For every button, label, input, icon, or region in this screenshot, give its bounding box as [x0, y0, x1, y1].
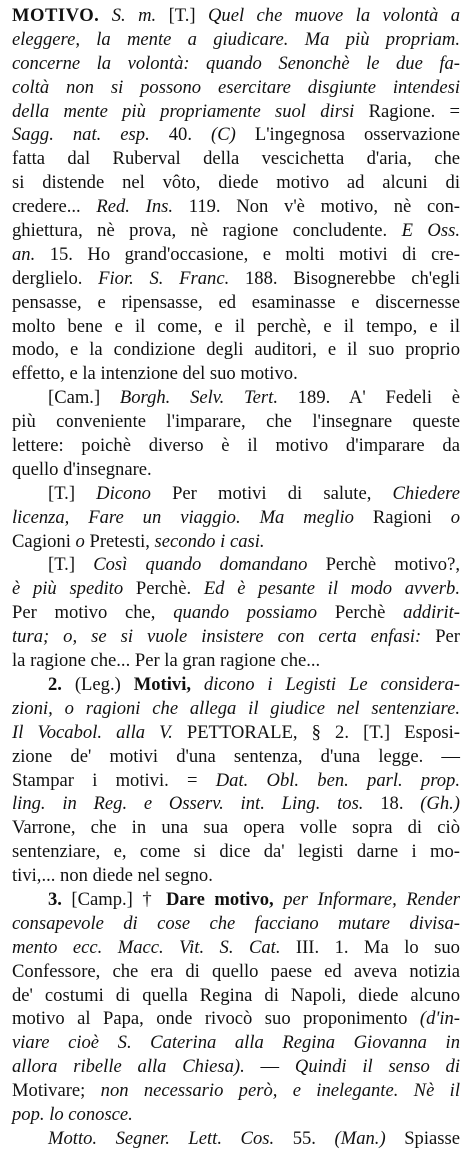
- text-line: [12, 1103, 460, 1127]
- text-segment: Fior. S. Franc.: [98, 267, 230, 289]
- text-segment: Così quando domandano: [93, 554, 308, 576]
- text-segment: per Informare, Render: [273, 888, 460, 910]
- text-segment: quello d'insegnare.: [12, 458, 152, 480]
- text-segment: molto bene e il come, e il perchè, e il tempo, e il: [12, 315, 460, 337]
- text-segment: Il Vocabol. alla V.: [12, 721, 173, 743]
- text-segment: Ragioni: [353, 506, 451, 528]
- text-segment: 119. Non v'è motivo, nè con-: [173, 196, 460, 218]
- text-segment: Dicono: [96, 482, 151, 504]
- text-segment: Stampar i motivi. =: [12, 769, 216, 791]
- text-segment: Quel che muove la volontà a: [207, 5, 460, 26]
- text-line: [12, 1007, 460, 1031]
- text-segment: 188. Bisognerebbe ch'egli: [229, 267, 460, 289]
- text-segment: non necessario però, e inelegante. Nè il: [100, 1080, 460, 1102]
- text-segment: Varrone, che in una sua opera volle sopra di ciò: [12, 817, 460, 839]
- text-line: [12, 1031, 460, 1055]
- text-segment: Motivi,: [133, 673, 192, 695]
- text-segment: Motivare;: [12, 1080, 101, 1102]
- text-segment: 18.: [363, 793, 421, 815]
- text-line: [12, 482, 460, 506]
- text-segment: Ragione. =: [368, 100, 460, 122]
- text-segment: più conveniente l'imparare, che l'insegnare queste: [12, 411, 460, 433]
- text-line: [12, 673, 460, 697]
- text-segment: (Gh.): [420, 793, 460, 815]
- text-segment: pop. lo conosce.: [12, 1103, 133, 1125]
- text-segment: Cagioni: [12, 530, 76, 552]
- text-segment: concerne la volontà: quando Senonchè le due fa-: [12, 52, 460, 74]
- text-line: [12, 697, 460, 721]
- text-segment: motivo al Papa, onde rivocò suo proponimento: [12, 1008, 420, 1030]
- text-line: [12, 219, 460, 243]
- dictionary-entry-motivo: [12, 4, 460, 1151]
- text-line: [12, 649, 460, 673]
- text-line: [12, 338, 460, 362]
- text-segment: PETTORALE: [172, 721, 293, 743]
- text-line: [12, 100, 460, 124]
- text-line: [12, 243, 460, 267]
- text-segment: sentenziare, e, come si dice da' legisti darne i mo-: [12, 841, 460, 863]
- text-line: [12, 745, 460, 769]
- text-segment: (Leg.): [74, 673, 134, 695]
- text-segment: zione de' motivi d'una sentenza, d'una legge. —: [12, 745, 460, 767]
- text-line: [12, 530, 460, 554]
- text-segment: (Man.): [334, 1127, 386, 1149]
- text-segment: (C): [211, 124, 236, 146]
- text-line: [12, 52, 460, 76]
- text-line: [12, 1127, 460, 1151]
- text-line: [12, 1055, 460, 1079]
- text-line: [12, 769, 460, 793]
- text-segment: Pretesti,: [84, 530, 155, 552]
- text-segment: [Camp.] †: [71, 888, 166, 910]
- text-segment: Per motivi di salute,: [150, 482, 393, 504]
- text-segment: Perchè motivo?,: [307, 554, 460, 576]
- text-segment: coltà non si possono esercitare disgiunte intendesi: [12, 76, 460, 98]
- text-segment: tura; o, se si vuole insistere con certa enfasi:: [12, 626, 422, 648]
- text-line: [12, 936, 460, 960]
- text-segment: 3.: [48, 888, 72, 910]
- text-line: [12, 553, 460, 577]
- text-segment: Motto. Segner. Lett. Cos.: [48, 1127, 275, 1149]
- text-segment: quando possiamo: [173, 602, 318, 624]
- text-segment: zioni, o ragioni che allega il giudice nel sentenziare.: [12, 697, 460, 719]
- text-segment: —: [244, 1056, 295, 1078]
- text-segment: licenza, Fare un viaggio. Ma meglio: [12, 506, 354, 528]
- text-line: [12, 362, 460, 386]
- text-segment: modo, e la condizione degli auditori, e il suo proprio: [12, 339, 460, 361]
- text-line: [12, 410, 460, 434]
- text-segment: Per: [421, 626, 460, 648]
- text-segment: è più spedito: [12, 578, 124, 600]
- text-segment: o: [450, 506, 460, 528]
- text-segment: Perchè: [317, 602, 404, 624]
- text-segment: consapevole di cose che facciano mutare divisa-: [12, 912, 460, 934]
- text-segment: 15. Ho grand'occasione, e molti motivi di cre-: [35, 243, 460, 265]
- text-line: [12, 816, 460, 840]
- text-segment: credere...: [12, 196, 97, 218]
- text-segment: [Cam.]: [48, 387, 120, 409]
- text-segment: lettere: poichè diverso è il motivo d'imparare da: [12, 435, 460, 457]
- text-line: [12, 960, 460, 984]
- text-line: [12, 506, 460, 530]
- text-segment: Borgh. Selv. Tert.: [119, 387, 278, 409]
- text-line: [12, 4, 460, 28]
- text-segment: secondo i casi.: [154, 530, 265, 552]
- text-line: [12, 386, 460, 410]
- text-line: [12, 1079, 460, 1103]
- text-line: [12, 267, 460, 291]
- text-segment: an.: [12, 243, 36, 265]
- text-segment: ling. in Reg. e Osserv. int. Ling. tos.: [12, 793, 364, 815]
- text-segment: Quindi il senso di: [294, 1056, 461, 1078]
- text-line: [12, 195, 460, 219]
- text-segment: S. m.: [99, 5, 169, 26]
- text-line: [12, 434, 460, 458]
- headword: MOTIVO.: [12, 5, 100, 26]
- text-segment: [T.]: [48, 554, 94, 576]
- text-segment: 55.: [274, 1127, 335, 1149]
- text-segment: derglielo.: [12, 267, 99, 289]
- text-line: [12, 625, 460, 649]
- text-segment: L'ingegnosa osservazione: [235, 124, 460, 146]
- text-segment: si distende nel vôto, diede motivo ad alcuni di: [12, 172, 460, 194]
- text-segment: mento ecc. Macc. Vit. S. Cat.: [12, 936, 281, 958]
- text-segment: Sagg. nat. esp.: [12, 124, 150, 146]
- text-line: [12, 792, 460, 816]
- text-line: [12, 28, 460, 52]
- text-line: [12, 123, 460, 147]
- text-segment: Ed è pesante il modo avverb.: [203, 578, 460, 600]
- text-segment: addirit-: [403, 602, 460, 624]
- text-segment: viare cioè S. Caterina alla Regina Giovanna in: [12, 1032, 460, 1054]
- text-line: [12, 315, 460, 339]
- text-segment: allora ribelle alla Chiesa).: [12, 1056, 245, 1078]
- text-segment: , § 2. [T.] Esposi-: [292, 721, 460, 743]
- text-segment: Dare motivo,: [165, 888, 274, 910]
- text-line: [12, 864, 460, 888]
- text-line: [12, 912, 460, 936]
- text-segment: della mente più propriamente suol dirsi: [12, 100, 369, 122]
- text-segment: 189. A' Fedeli è: [278, 387, 460, 409]
- text-segment: E Oss.: [401, 220, 460, 242]
- text-segment: III. 1. Ma lo suo: [280, 936, 460, 958]
- text-segment: Dat. Obl. ben. parl. prop.: [215, 769, 460, 791]
- text-line: [12, 577, 460, 601]
- text-segment: [T.]: [48, 482, 97, 504]
- text-line: [12, 76, 460, 100]
- text-line: [12, 147, 460, 171]
- text-segment: Red. Ins.: [96, 196, 174, 218]
- text-line: [12, 291, 460, 315]
- text-segment: 2.: [48, 673, 75, 695]
- text-line: [12, 601, 460, 625]
- text-segment: tivi,... non diede nel segno.: [12, 865, 213, 887]
- text-segment: o: [75, 530, 85, 552]
- text-segment: Per motivo che,: [12, 602, 174, 624]
- text-line: [12, 840, 460, 864]
- text-line: [12, 171, 460, 195]
- text-segment: pensasse, e ripensasse, ed esaminasse e discernesse: [12, 291, 460, 313]
- text-segment: de' costumi di quella Regina di Napoli, diede alcuno: [12, 984, 460, 1006]
- text-segment: la ragione che... Per la gran ragione che...: [12, 650, 321, 672]
- text-segment: Spiasse: [385, 1127, 460, 1149]
- text-line: [12, 888, 460, 912]
- text-segment: (d'in-: [419, 1008, 460, 1030]
- text-segment: dicono i Legisti Le considera-: [191, 673, 460, 695]
- text-segment: Confessore, che era di quello paese ed aveva notizia: [12, 960, 460, 982]
- text-line: [12, 458, 460, 482]
- text-segment: effetto, e la intenzione del suo motivo.: [12, 363, 298, 385]
- text-segment: 40.: [149, 124, 212, 146]
- text-line: [12, 984, 460, 1008]
- text-segment: [T.]: [168, 5, 208, 26]
- text-segment: eleggere, la mente a giudicare. Ma più propriam.: [12, 28, 460, 50]
- text-line: [12, 721, 460, 745]
- text-segment: fatta dal Ruberval della vescichetta d'aria, che: [12, 148, 460, 170]
- text-segment: Chiedere: [392, 482, 460, 504]
- text-segment: Perchè.: [123, 578, 204, 600]
- text-segment: ghiettura, nè prova, nè ragione concludente.: [12, 220, 402, 242]
